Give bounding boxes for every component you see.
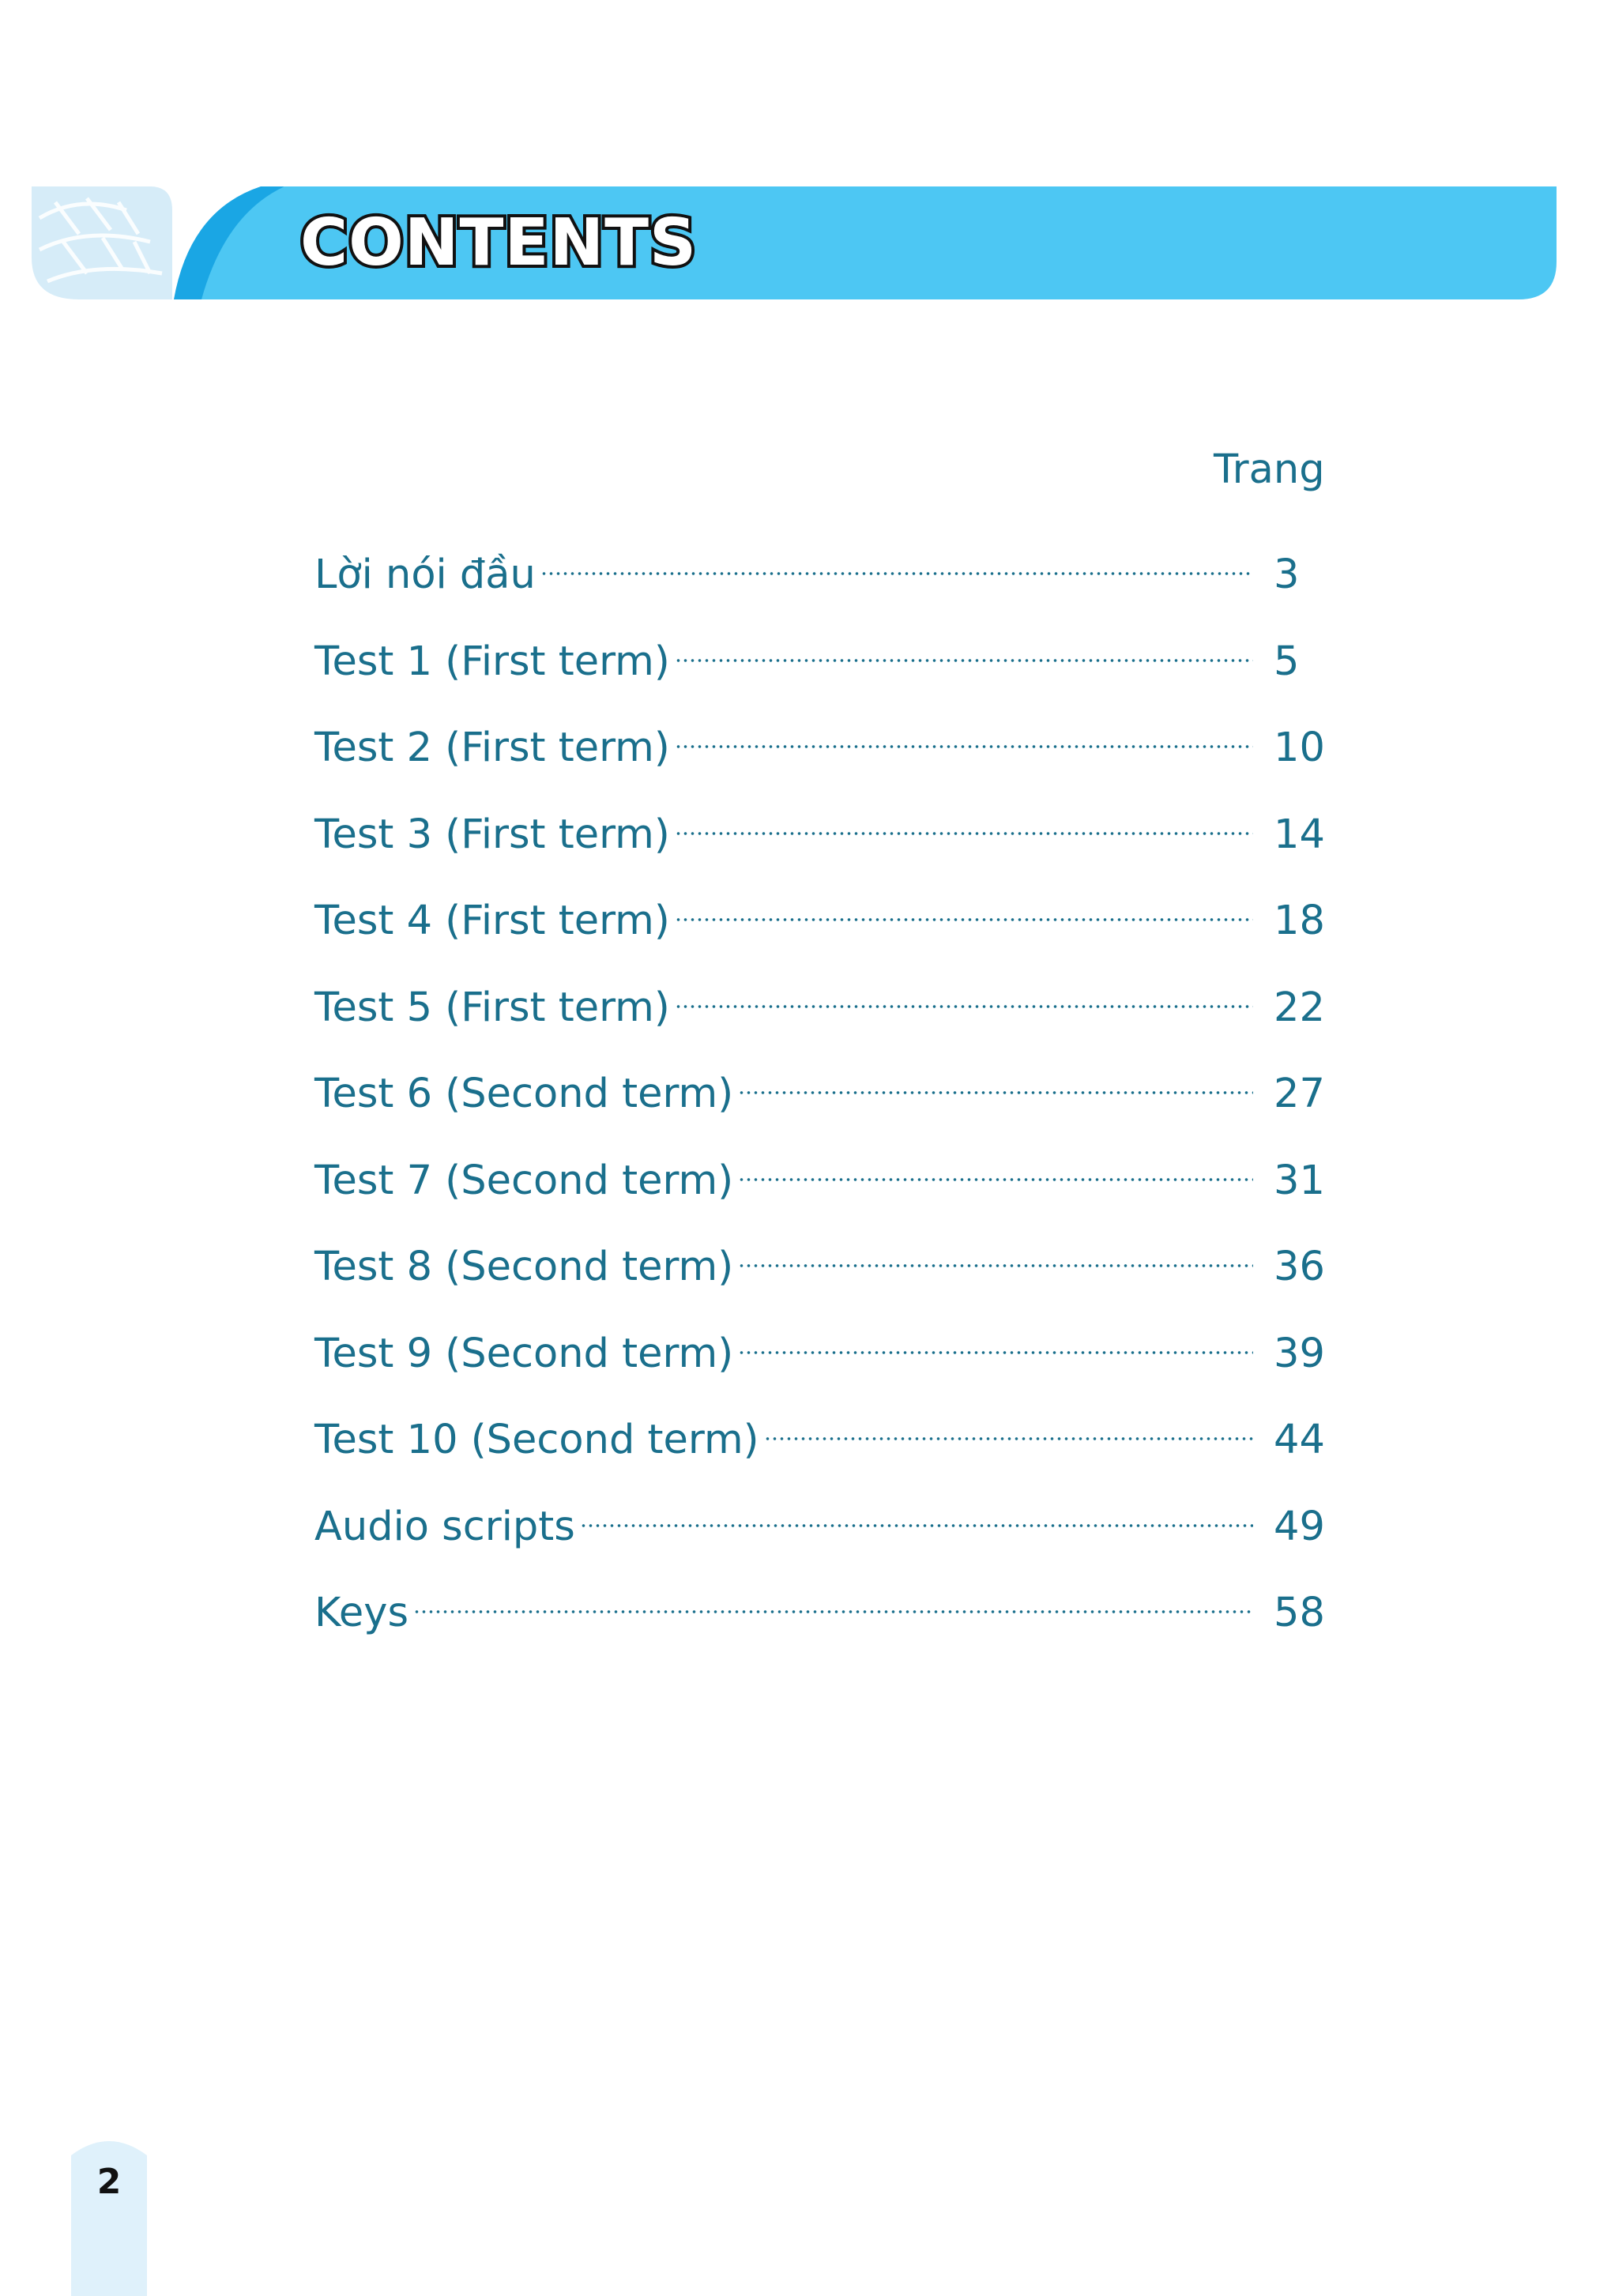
toc-entry-page: 39 (1274, 1330, 1325, 1377)
toc-entry-page: 10 (1274, 725, 1325, 771)
toc-entry (314, 1304, 1342, 1391)
toc-dot-leader (540, 525, 1253, 588)
banner-graphic (32, 186, 1557, 299)
page-title: CONTENTS (300, 205, 698, 280)
toc-dot-leader (738, 1217, 1253, 1280)
toc-entry-label: Test 7 (Second term) (314, 1157, 734, 1204)
toc-dot-leader (675, 785, 1253, 848)
page-tab-shape (71, 2133, 147, 2296)
page-number-tab (71, 2133, 147, 2296)
toc-entry-page: 14 (1274, 811, 1325, 858)
toc-dot-leader (675, 871, 1253, 934)
toc-entry (314, 958, 1342, 1044)
toc-entry-page: 36 (1274, 1244, 1325, 1290)
page-column-heading: Trang (1214, 446, 1325, 493)
contents-header-banner (32, 186, 1557, 299)
toc-dot-leader (675, 958, 1253, 1021)
toc-entry (314, 698, 1342, 785)
toc-entry (314, 871, 1342, 958)
toc-entry-page: 3 (1274, 551, 1300, 598)
toc-entry-page: 44 (1274, 1417, 1325, 1463)
toc-entry-label: Test 4 (First term) (314, 898, 670, 944)
toc-entry-label: Test 9 (Second term) (314, 1330, 734, 1377)
toc-entry (314, 1563, 1342, 1650)
toc-entry-page: 31 (1274, 1157, 1325, 1204)
toc-entry-page: 27 (1274, 1071, 1325, 1117)
toc-dot-leader (738, 1304, 1253, 1367)
toc-entry-label: Test 10 (Second term) (314, 1417, 759, 1463)
toc-dot-leader (413, 1563, 1253, 1626)
toc-entry (314, 612, 1342, 698)
toc-entry-page: 18 (1274, 898, 1325, 944)
toc-dot-leader (675, 698, 1253, 761)
toc-dot-leader (764, 1390, 1253, 1453)
toc-entry (314, 1217, 1342, 1304)
toc-entry-label: Audio scripts (314, 1503, 575, 1550)
toc-dot-leader (675, 612, 1253, 675)
toc-entry-label: Test 3 (First term) (314, 811, 670, 858)
toc-list (314, 525, 1342, 1650)
toc-entry (314, 1131, 1342, 1218)
toc-entry-label: Test 8 (Second term) (314, 1244, 734, 1290)
toc-entry-label: Keys (314, 1590, 409, 1636)
toc-dot-leader (580, 1477, 1253, 1540)
toc-entry (314, 1477, 1342, 1564)
toc-entry-label: Test 6 (Second term) (314, 1071, 734, 1117)
toc-entry-label: Lời nói đầu (314, 551, 536, 598)
toc-entry-label: Test 2 (First term) (314, 725, 670, 771)
page-number: 2 (96, 2162, 122, 2202)
toc-entry (314, 1044, 1342, 1131)
toc-entry (314, 525, 1342, 612)
toc-dot-leader (738, 1044, 1253, 1107)
toc-entry-label: Test 5 (First term) (314, 984, 670, 1031)
toc-entry-page: 58 (1274, 1590, 1325, 1636)
toc-dot-leader (738, 1131, 1253, 1194)
toc-entry-page: 22 (1274, 984, 1325, 1031)
toc-entry-label: Test 1 (First term) (314, 638, 670, 685)
toc-entry-page: 49 (1274, 1503, 1325, 1550)
toc-entry (314, 785, 1342, 871)
toc-entry (314, 1390, 1342, 1477)
toc-entry-page: 5 (1274, 638, 1300, 685)
leaf-decoration-icon (32, 186, 172, 299)
